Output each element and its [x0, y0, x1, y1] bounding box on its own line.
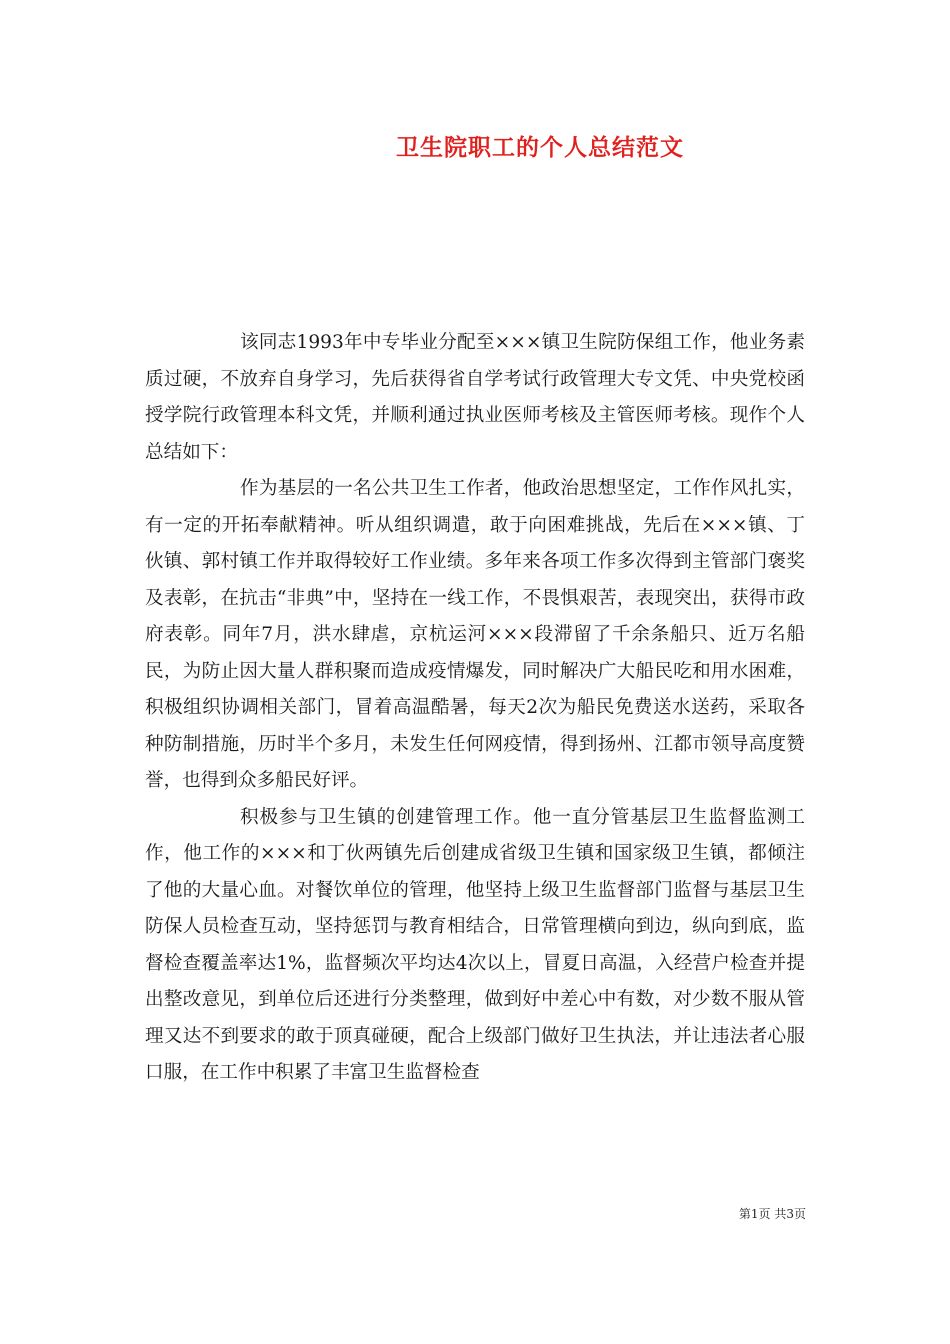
- document-title: 卫生院职工的个人总结范文: [396, 134, 684, 161]
- paragraph-2: 作为基层的一名公共卫生工作者，他政治思想坚定，工作作风扎实，有一定的开拓奉献精神。听从组织调遣，敢于向困难挑战，先后在×××镇、丁伙镇、郭村镇工作并取得较好工作业绩。多年来各项工作多次得到主管部门褒奖及表彰，在抗击“非典”中，坚持在一线工作，不畏惧艰苦，表现突出，获得市政府表彰。同年7月，洪水肆虐，京杭运河×××段滞留了千余条船只、近万名船民，为防止因大量人群积聚而造成疫情爆发，同时解决广大船民吃和用水困难，积极组织协调相关部门，冒着高温酷暑，每天2次为船民免费送水送药，采取各种防制措施，历时半个多月，未发生任何网疫情，得到扬州、江都市领导高度赞誉，也得到众多船民好评。: [145, 478, 805, 791]
- paragraph-3: 积极参与卫生镇的创建管理工作。他一直分管基层卫生监督监测工作，他工作的×××和丁伙两镇先后创建成省级卫生镇和国家级卫生镇，都倾注了他的大量心血。对餐饮单位的管理，他坚持上级卫生监督部门监督与基层卫生防保人员检查互动，坚持惩罚与教育相结合，日常管理横向到边，纵向到底，监督检查覆盖率达1%，监督频次平均达4次以上，冒夏日高温，入经营户检查并提出整改意见，到单位后还进行分类整理，做到好中差心中有数，对少数不服从管理又达不到要求的敢于顶真碰硬，配合上级部门做好卫生执法，并让违法者心服口服，在工作中积累了丰富卫生监督检查: [145, 806, 805, 1083]
- document-body: [145, 325, 805, 1092]
- page-number: 第1页 共3页: [738, 1207, 806, 1221]
- paragraph-1: 该同志1993年中专毕业分配至×××镇卫生院防保组工作，他业务素质过硬，不放弃自身学习，先后获得省自学考试行政管理大专文凭、中央党校函授学院行政管理本科文凭，并顺利通过执业医师考核及主管医师考核。现作个人总结如下：: [145, 332, 805, 463]
